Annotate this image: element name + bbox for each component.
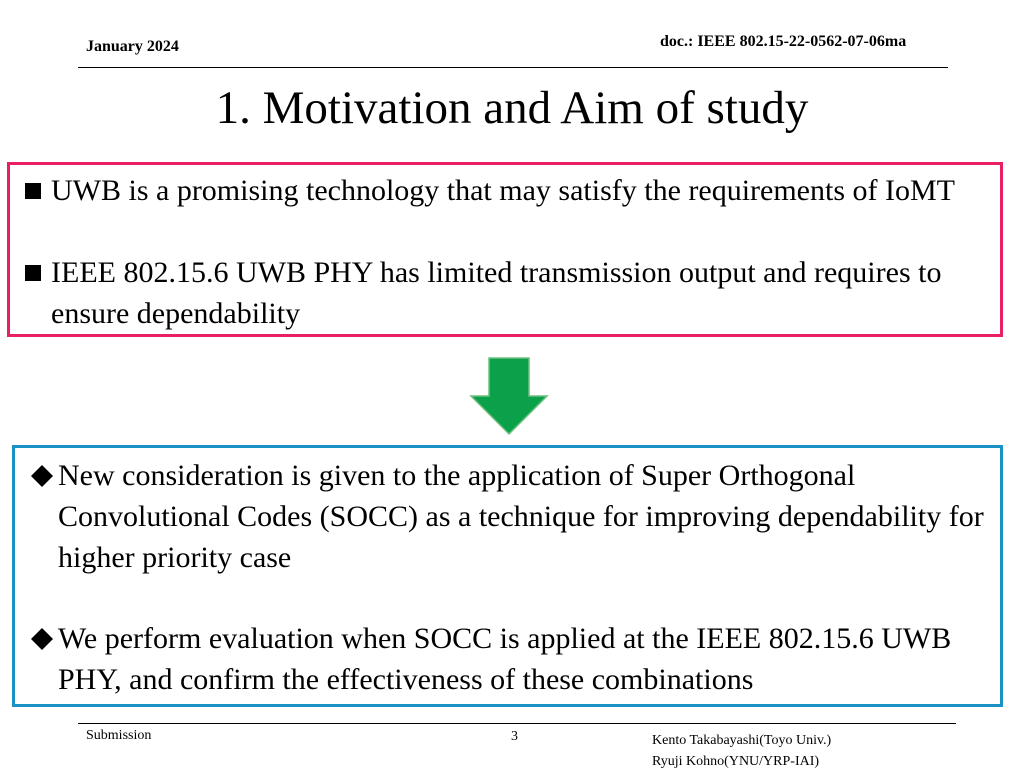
aim-bullet-text: We perform evaluation when SOCC is applied at the IEEE 802.15.6 UWB PHY, and confirm the effectiveness of these combinations bbox=[58, 622, 952, 696]
problem-bullet-2 bbox=[15, 252, 1005, 334]
footer-authors bbox=[652, 730, 831, 772]
author-line-1: Kento Takabayashi(Toyo Univ.) bbox=[652, 733, 832, 748]
page-number: 3 bbox=[511, 729, 518, 744]
diamond-bullet-icon bbox=[25, 455, 58, 496]
problem-bullet-1 bbox=[15, 170, 1005, 211]
header-doc-id: doc.: IEEE 802.15-22-0562-07-06ma bbox=[660, 33, 907, 50]
aim-bullet-1 bbox=[25, 455, 1000, 578]
square-bullet-icon bbox=[15, 252, 51, 293]
slide-title: 1. Motivation and Aim of study bbox=[215, 82, 809, 134]
square-bullet-icon bbox=[15, 170, 51, 211]
footer-submission: Submission bbox=[86, 728, 152, 743]
problem-bullet-text: UWB is a promising technology that may satisfy the requirements of IoMT bbox=[51, 174, 955, 207]
aim-bullet-2 bbox=[25, 618, 1000, 700]
problem-bullet-text: IEEE 802.15.6 UWB PHY has limited transmission output and requires to ensure dependability bbox=[51, 256, 942, 330]
down-arrow-icon bbox=[469, 356, 549, 436]
author-line-2: Ryuji Kohno(YNU/YRP-IAI) bbox=[652, 754, 820, 769]
footer-divider bbox=[78, 723, 956, 724]
aim-bullet-text: New consideration is given to the application of Super Orthogonal Convolutional Codes (SOCC) as a technique for improving dependability for higher priority case bbox=[58, 459, 984, 574]
diamond-bullet-icon bbox=[25, 618, 58, 659]
header-divider bbox=[78, 67, 948, 68]
header-date: January 2024 bbox=[86, 38, 179, 55]
